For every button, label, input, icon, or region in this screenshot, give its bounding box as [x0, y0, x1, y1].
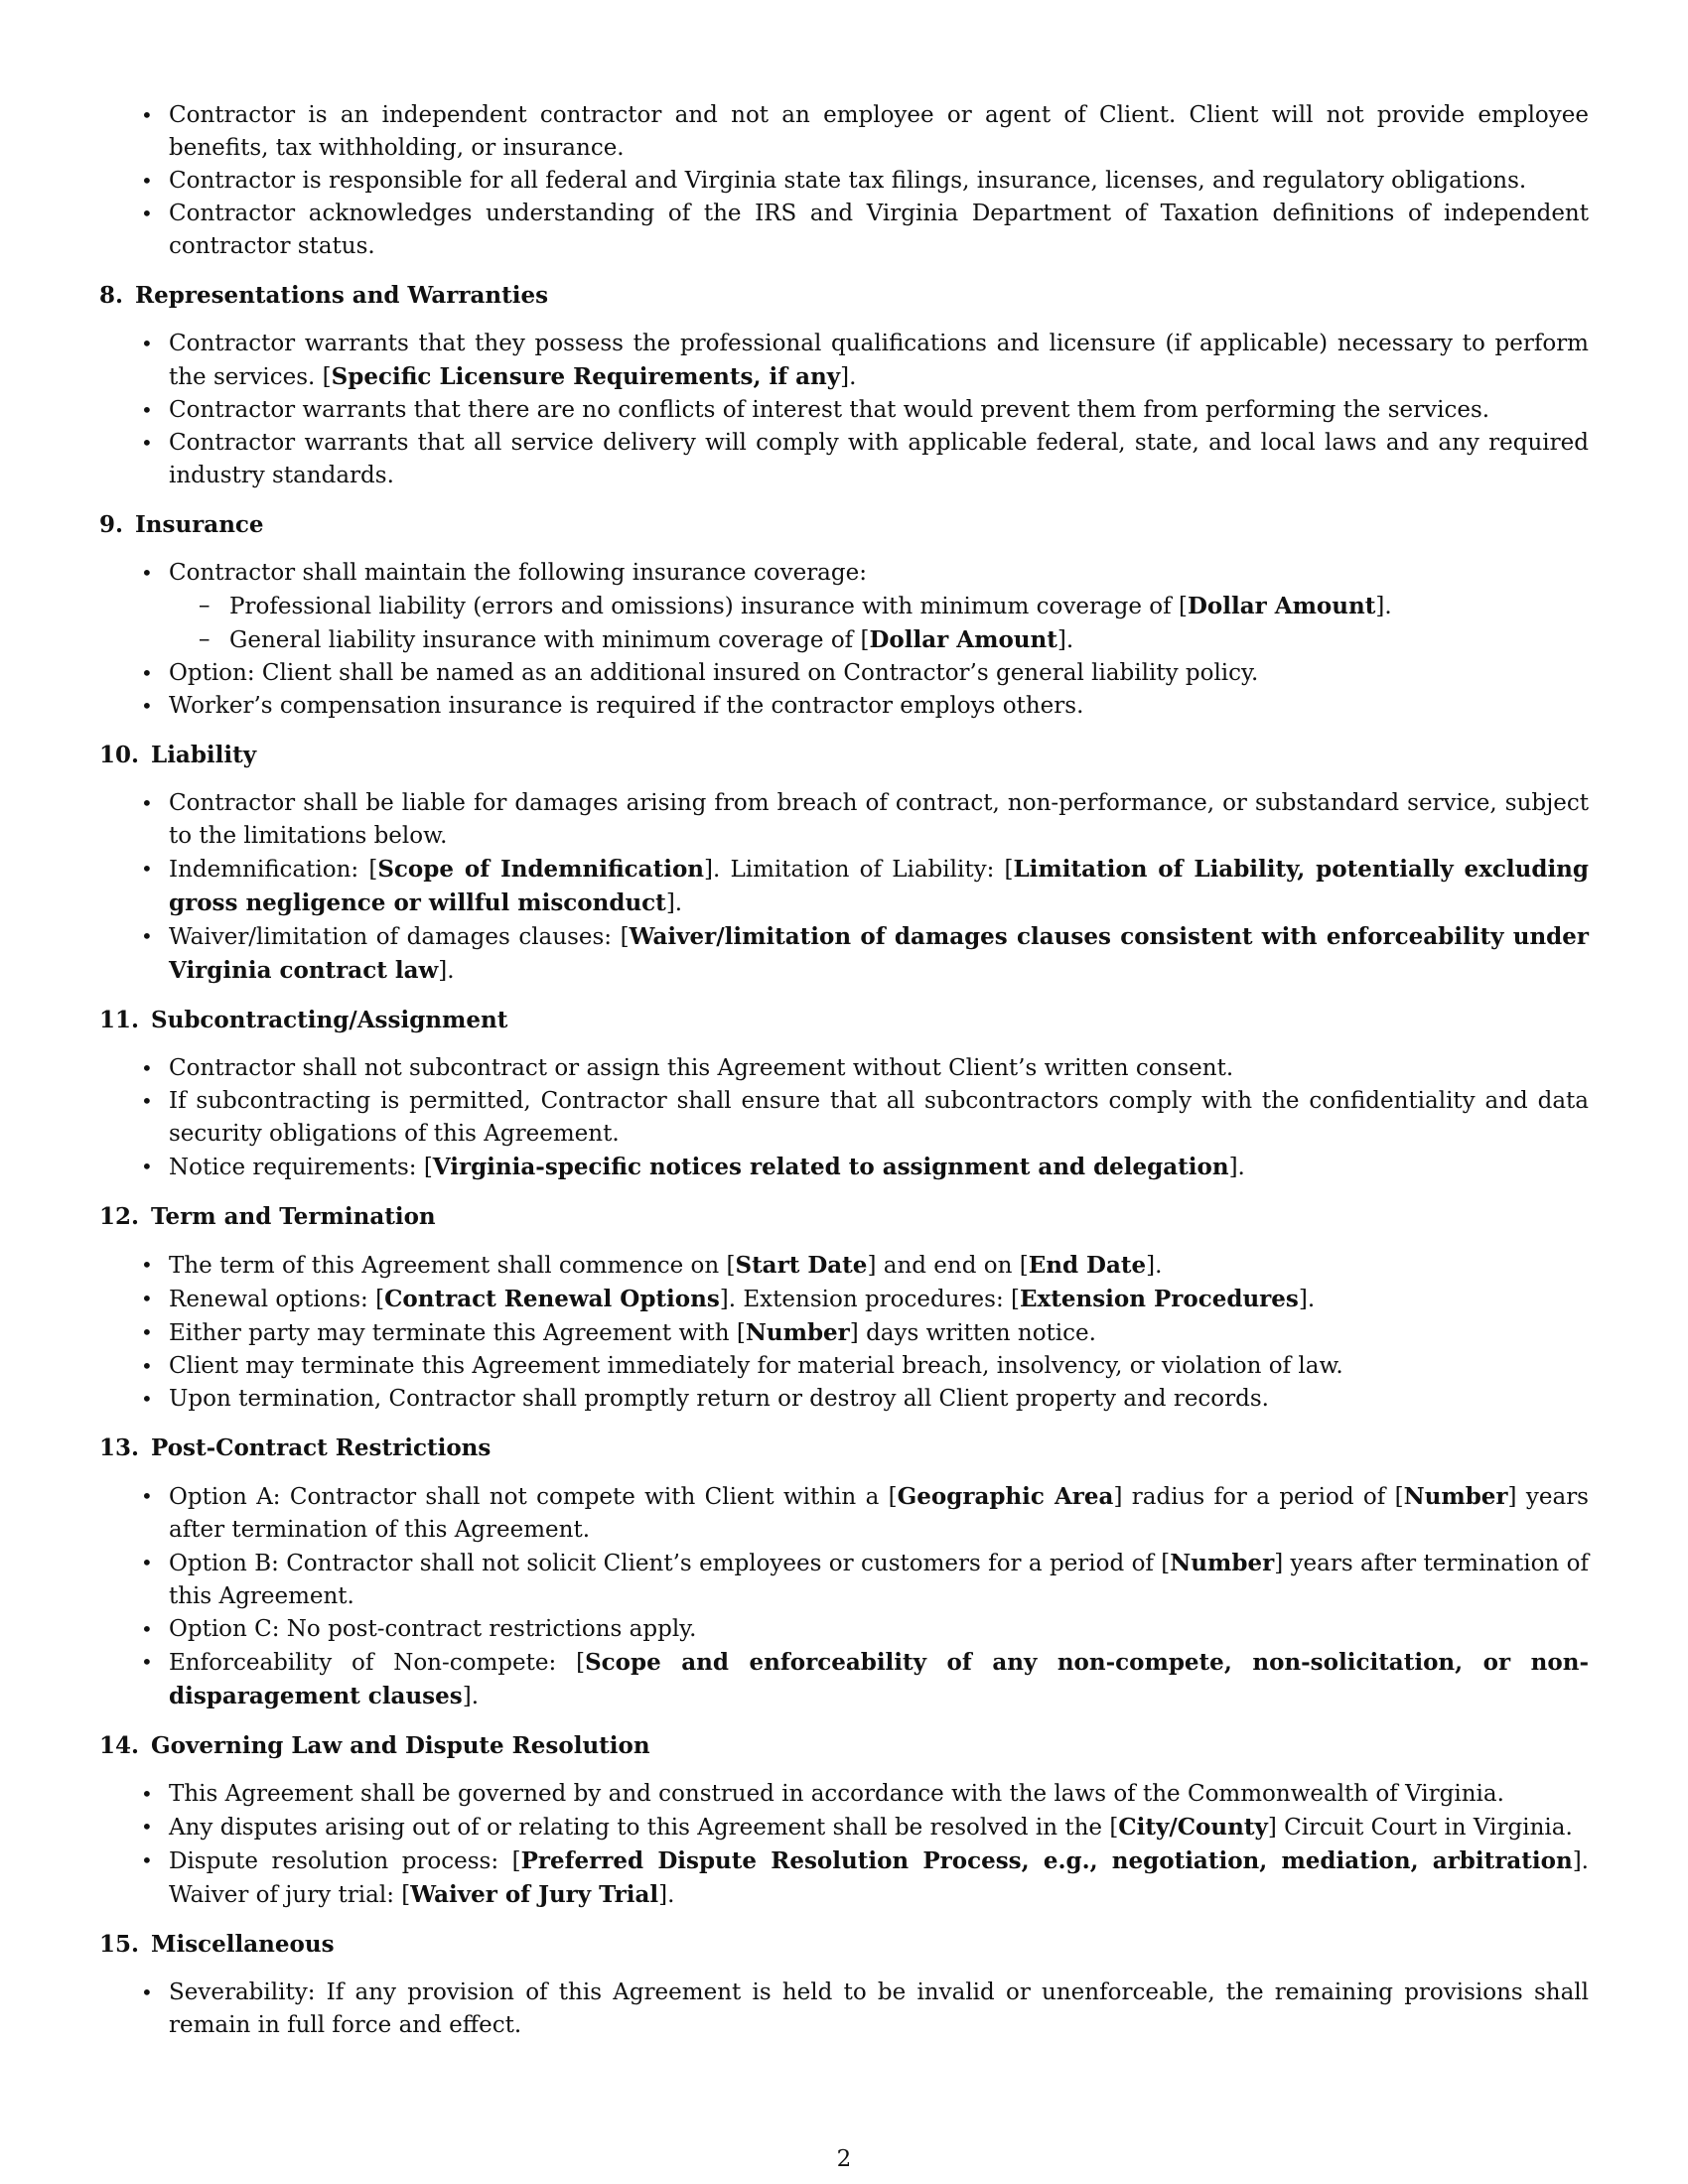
- bullet-icon: •: [141, 561, 153, 585]
- list-item: • Severability: If any provision of this Agreement is held to be invalid or unenforceable, the remaining provisions shall remain in full force and effect.: [99, 1977, 1589, 2042]
- bullet-icon: •: [141, 398, 153, 422]
- bullet-icon: •: [141, 332, 153, 355]
- bullet-icon: •: [141, 924, 153, 948]
- list-item: • If subcontracting is permitted, Contractor shall ensure that all subcontractors comply with the confidentiality and data security obligations of this Agreement.: [99, 1085, 1589, 1151]
- bullet-icon: •: [141, 1848, 153, 1872]
- list-item: • Contractor is responsible for all federal and Virginia state tax filings, insurance, licenses, and regulatory obligations.: [99, 165, 1589, 198]
- section-heading-term: 12. Term and Termination: [99, 1203, 436, 1230]
- list-item: • Option B: Contractor shall not solicit Client’s employees or customers for a period of [Number] years after termination of this Agreement.: [99, 1547, 1589, 1613]
- section-heading-representations: 8. Representations and Warranties: [99, 282, 549, 309]
- list-item: • Contractor warrants that there are no conflicts of interest that would prevent them from performing the services.: [99, 394, 1589, 427]
- bullet-icon: •: [141, 169, 153, 193]
- bullet-icon: •: [141, 1387, 153, 1411]
- bullet-icon: •: [141, 1980, 153, 2004]
- section-11-list: [99, 1052, 1589, 1184]
- list-item: • Renewal options: [Contract Renewal Options]. Extension procedures: [Extension Procedures].: [99, 1283, 1589, 1316]
- bullet-icon: •: [141, 1320, 153, 1344]
- bullet-icon: •: [141, 1650, 153, 1674]
- list-item: • Option: Client shall be named as an additional insured on Contractor’s general liability policy.: [99, 657, 1589, 690]
- list-item: • Contractor shall not subcontract or assign this Agreement without Client’s written consent.: [99, 1052, 1589, 1085]
- bullet-icon: •: [141, 661, 153, 685]
- list-item: • Contractor acknowledges understanding of the IRS and Virginia Department of Taxation definitions of independent contractor status.: [99, 198, 1589, 263]
- sub-list-item: – Professional liability (errors and omissions) insurance with minimum coverage of [Dollar Amount].: [169, 590, 1589, 623]
- bullet-icon: •: [141, 202, 153, 225]
- dash-icon: –: [199, 626, 211, 652]
- list-item: • Indemnification: [Scope of Indemnification]. Limitation of Liability: [Limitation of Liability, potentially excluding gross negligence or willful misconduct].: [99, 853, 1589, 920]
- bullet-icon: •: [141, 1056, 153, 1080]
- list-item: • Enforceability of Non-compete: [Scope and enforceability of any non-compete, non-solicitation, or non-disparagement clauses].: [99, 1646, 1589, 1713]
- bullet-icon: •: [141, 1551, 153, 1574]
- list-item: • Contractor is an independent contractor and not an employee or agent of Client. Client will not provide employee benefits, tax withholding, or insurance.: [99, 99, 1589, 165]
- list-item: • Waiver/limitation of damages clauses: [Waiver/limitation of damages clauses consistent with enforceability under Virginia contract law].: [99, 920, 1589, 988]
- list-item: • Upon termination, Contractor shall promptly return or destroy all Client property and records.: [99, 1383, 1589, 1416]
- bullet-icon: •: [141, 791, 153, 815]
- bullet-icon: •: [141, 1253, 153, 1277]
- document-body: [99, 99, 1589, 2042]
- bullet-icon: •: [141, 103, 153, 127]
- section-8-list: [99, 328, 1589, 492]
- section-9-list: [99, 557, 1589, 723]
- section-heading-governing-law: 14. Governing Law and Dispute Resolution: [99, 1732, 650, 1759]
- section-heading-liability: 10. Liability: [99, 742, 257, 768]
- list-item: • Contractor warrants that all service delivery will comply with applicable federal, state, and local laws and any required industry standards.: [99, 427, 1589, 492]
- bullet-icon: •: [141, 1782, 153, 1806]
- sub-list-item: – General liability insurance with minimum coverage of [Dollar Amount].: [169, 623, 1589, 657]
- list-item: • Option A: Contractor shall not compete with Client within a [Geographic Area] radius for a period of [Number] years after termination of this Agreement.: [99, 1480, 1589, 1547]
- section-heading-subcontracting: 11. Subcontracting/Assignment: [99, 1007, 508, 1033]
- list-item: • Notice requirements: [Virginia-specific notices related to assignment and delegation].: [99, 1151, 1589, 1184]
- page-number: 2: [836, 2146, 852, 2172]
- bullet-icon: •: [141, 1155, 153, 1178]
- section-heading-insurance: 9. Insurance: [99, 511, 264, 538]
- bullet-icon: •: [141, 694, 153, 718]
- list-item: • Contractor warrants that they possess the professional qualifications and licensure (if applicable) necessary to perform the services. [Specific Licensure Requirements, if any].: [99, 328, 1589, 394]
- list-item: • Worker’s compensation insurance is required if the contractor employs others.: [99, 690, 1589, 723]
- bullet-icon: •: [141, 857, 153, 881]
- section-15-list: [99, 1977, 1589, 2042]
- bullet-icon: •: [141, 1287, 153, 1310]
- section-14-list: [99, 1778, 1589, 1912]
- section-10-list: [99, 787, 1589, 988]
- list-item: • Dispute resolution process: [Preferred Dispute Resolution Process, e.g., negotiation, mediation, arbitration]. Waiver of jury trial: [Waiver of Jury Trial].: [99, 1844, 1589, 1912]
- list-item: • Either party may terminate this Agreement with [Number] days written notice.: [99, 1316, 1589, 1350]
- section-heading-post-contract: 13. Post-Contract Restrictions: [99, 1434, 492, 1461]
- bullet-icon: •: [141, 1089, 153, 1113]
- list-item: • Option C: No post-contract restrictions apply.: [99, 1613, 1589, 1646]
- bullet-icon: •: [141, 1815, 153, 1839]
- dash-icon: –: [199, 593, 211, 618]
- list-item: • Contractor shall be liable for damages arising from breach of contract, non-performance, or substandard service, subject to the limitations below.: [99, 787, 1589, 853]
- list-item: • This Agreement shall be governed by and construed in accordance with the laws of the Commonwealth of Virginia.: [99, 1778, 1589, 1811]
- list-item: • Any disputes arising out of or relating to this Agreement shall be resolved in the [City/County] Circuit Court in Virginia.: [99, 1811, 1589, 1844]
- bullet-icon: •: [141, 1484, 153, 1508]
- section-13-list: [99, 1480, 1589, 1713]
- list-item: • Client may terminate this Agreement immediately for material breach, insolvency, or violation of law.: [99, 1350, 1589, 1383]
- section-heading-miscellaneous: 15. Miscellaneous: [99, 1931, 335, 1958]
- intro-bullet-list: [99, 99, 1589, 263]
- list-item: • Contractor shall maintain the following insurance coverage: – Professional liability (errors and omissions) insurance with minimum coverage of [Dollar Amount]. – General liability insurance with minimum coverage of [Dollar Amount].: [99, 557, 1589, 657]
- sub-list: [169, 590, 1589, 657]
- section-12-list: [99, 1249, 1589, 1416]
- list-item: • The term of this Agreement shall commence on [Start Date] and end on [End Date].: [99, 1249, 1589, 1283]
- bullet-icon: •: [141, 1354, 153, 1378]
- bullet-icon: •: [141, 1617, 153, 1641]
- bullet-icon: •: [141, 431, 153, 455]
